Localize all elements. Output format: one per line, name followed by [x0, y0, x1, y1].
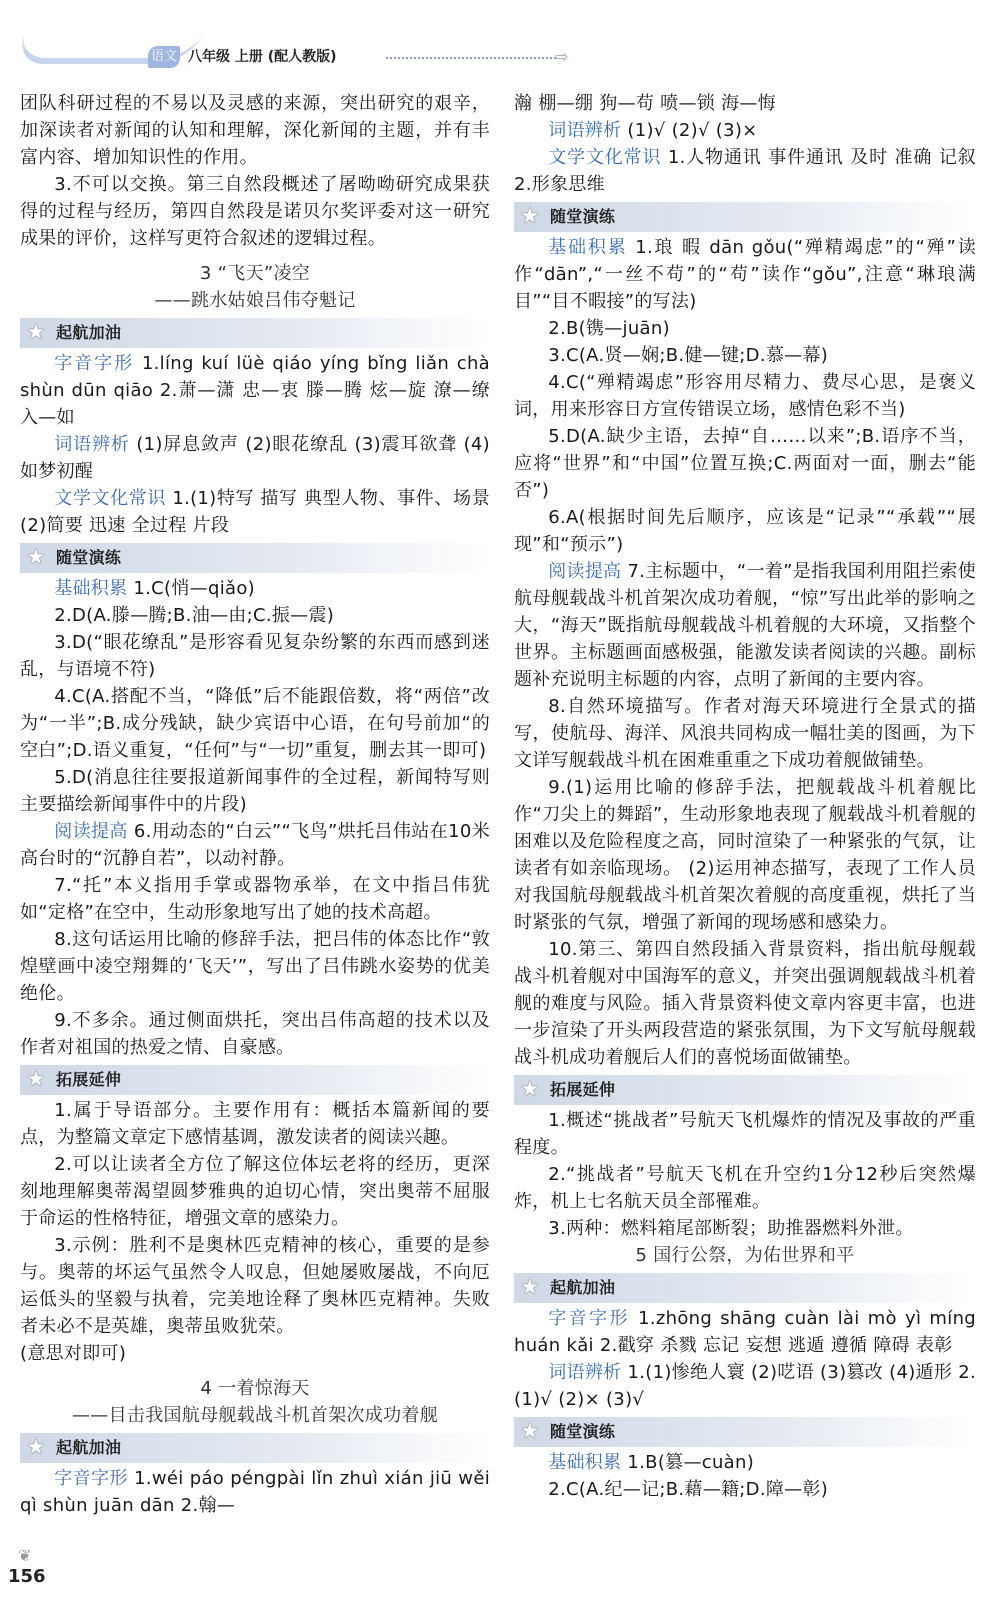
- answer-text: 瀚 棚—绷 狗—苟 喷—锁 海—悔: [514, 93, 776, 114]
- answer-text: 4.C(“殚精竭虑”形容用尽精力、费尽心思，是褒义词，用来形容日方宣传错误立场，感情色彩不当): [514, 372, 976, 420]
- category-label: 字音字形: [54, 353, 135, 374]
- lesson-title: 3 “飞天”凌空: [199, 263, 311, 284]
- answer-content: 1.人物通讯 事件通讯 及时 准确 记叙 2.形象思维: [514, 147, 976, 195]
- answer-text: 2.“挑战者”号航天飞机在升空约1分12秒后突然爆炸，机上七名航天员全部罹难。: [514, 1164, 976, 1212]
- section-header: [20, 1065, 490, 1095]
- answer-text: [514, 117, 976, 144]
- category-label: 词语辨析: [54, 434, 130, 455]
- star-icon: ★: [520, 1077, 541, 1102]
- answer-content: 1.B(篡—cuàn): [621, 1452, 755, 1473]
- answer-content: 1.C(悄—qiǎo): [127, 578, 255, 599]
- section-header: [514, 1417, 976, 1447]
- star-icon: ★: [26, 1067, 47, 1092]
- answer-content: 1.(1)特写 描写 典型人物、事件、场景 (2)简要 迅速 全过程 片段: [20, 488, 490, 536]
- section-label: 起航加油: [56, 323, 122, 342]
- answer-text: [20, 431, 490, 485]
- header-dotted-line: [386, 57, 556, 59]
- answer-text: 5.D(A.缺少主语，去掉“自……以来”;B.语序不当，应将“世界”和“中国”位置互换;C.两面对一面，删去“能否”): [514, 426, 976, 501]
- answer-text: 3.两种：燃料箱尾部断裂；助推器燃料外泄。: [548, 1218, 914, 1239]
- lesson-subtitle: ——目击我国航母舰载战斗机首架次成功着舰: [72, 1405, 438, 1426]
- category-label: 词语辨析: [548, 1362, 622, 1383]
- star-icon: ★: [520, 1419, 541, 1444]
- answer-content: 7.主标题中，“一着”是指我国利用阻拦索使航母舰载战斗机首架次成功着舰，“惊”写出此举的影响之大，“海天”既指航母舰载战斗机着舰的大环境，又指整个世界。主标题画面感极强，能激发读者阅读的兴趣。副标题补充说明主标题的内容，点明了新闻的主要内容。: [514, 561, 976, 690]
- answer-text: [514, 1305, 976, 1359]
- answer-content: 1.琅 暇 dān gǒu(“殚精竭虑”的“殚”读作“dān”,“一丝不苟”的“苟”读作“gǒu”,注意“琳琅满目”“目不暇接”的写法): [514, 237, 976, 312]
- category-label: 阅读提高: [548, 561, 622, 582]
- answer-text: [20, 818, 490, 872]
- answer-text: [20, 575, 490, 602]
- answer-text: 9.(1)运用比喻的修辞手法，把舰载战斗机着舰比作“刀尖上的舞蹈”，生动形象地表现了舰载战斗机着舰的困难以及危险程度之高，同时渲染了一种紧张的气氛，让读者有如亲临现场。 (2)运用神态描写，表现了工作人员对我国航母舰载战斗机首架次着舰的高度重视，烘托了当时紧张的气氛，增强了新闻的现场感和感染力。: [514, 777, 976, 933]
- answer-text: [20, 350, 490, 431]
- answer-text: 5.D(消息往往要报道新闻事件的全过程，新闻特写则主要描绘新闻事件中的片段): [20, 767, 490, 815]
- answer-text: 2.B(镌—juān): [548, 318, 670, 339]
- section-label: 随堂演练: [550, 1422, 616, 1441]
- star-icon: ★: [26, 545, 47, 570]
- category-label: 基础积累: [54, 578, 128, 599]
- category-label: 文学文化常识: [548, 147, 662, 168]
- section-label: 起航加油: [56, 1438, 122, 1457]
- category-label: 词语辨析: [548, 120, 622, 141]
- answer-text: 8.这句话运用比喻的修辞手法，把吕伟的体态比作“敦煌壁画中凌空翔舞的‘飞天’”，写出了吕伟跳水姿势的优美绝伦。: [20, 929, 490, 1004]
- answer-text: 1.属于导语部分。主要作用有：概括本篇新闻的要点，为整篇文章定下感情基调，激发读者的阅读兴趣。: [20, 1100, 490, 1148]
- answer-text: 2.C(A.纪—记;B.藉—籍;D.障—彰): [548, 1479, 829, 1500]
- answer-text: 团队科研过程的不易以及灵感的来源，突出研究的艰辛，加深读者对新闻的认知和理解，深化新闻的主题，并有丰富内容、增加知识性的作用。: [20, 93, 490, 168]
- answer-text: [514, 1449, 976, 1476]
- answer-text: 1.概述“挑战者”号航天飞机爆炸的情况及事故的严重程度。: [514, 1110, 976, 1158]
- lesson-title: 5 国行公祭，为佑世界和平: [635, 1245, 855, 1266]
- category-label: 字音字形: [548, 1308, 630, 1329]
- answer-content: (1)屏息敛声 (2)眼花缭乱 (3)震耳欲聋 (4)如梦初醒: [20, 434, 491, 482]
- answer-text: 4.C(A.搭配不当，“降低”后不能跟倍数，将“两倍”改为“一半”;B.成分残缺，缺少宾语中心语，在句号前加“的空白”;D.语义重复，“任何”与“一切”重复，删去其一即可): [20, 686, 490, 761]
- section-label: 拓展延伸: [550, 1080, 616, 1099]
- answer-text: 3.示例：胜利不是奥林匹克精神的核心，重要的是参与。奥蒂的坏运气虽然令人叹息，但她屡败屡战，不向厄运低头的坚毅与执着，完美地诠释了奥林匹克精神。失败者未必不是英雄，奥蒂虽败犹荣。: [20, 1235, 490, 1337]
- page-header: [0, 0, 996, 70]
- answer-text: [514, 144, 976, 198]
- star-icon: ★: [26, 1435, 47, 1460]
- star-icon: ★: [26, 320, 47, 345]
- answer-text: [20, 485, 490, 539]
- left-column: [20, 90, 490, 1519]
- answer-text: [514, 1359, 976, 1413]
- answer-text: 7.“托”本义指用手掌或器物承举，在文中指吕伟犹如“定格”在空中，生动形象地写出了她的技术高超。: [20, 875, 490, 923]
- answer-text: 3.C(A.贤—娴;B.健—键;D.慕—幕): [548, 345, 829, 366]
- page-number: 156: [8, 1566, 46, 1587]
- answer-text: 8.自然环境描写。作者对海天环境进行全景式的描写，使航母、海洋、风浪共同构成一幅壮美的图画，为下文详写舰载战斗机在困难重重之下成功着舰做铺垫。: [514, 696, 976, 771]
- answer-content: 1.wéi páo péngpài lǐn zhuì xián jiū wěi qì shùn juān dān 2.翰—: [20, 1468, 490, 1516]
- section-label: 随堂演练: [550, 207, 616, 226]
- answer-text: [514, 234, 976, 315]
- section-label: 拓展延伸: [56, 1070, 122, 1089]
- right-column: [514, 90, 976, 1503]
- answer-content: 1.zhōng shāng cuàn lài mò yì míng huán kǎi 2.戳穿 杀戮 忘记 妄想 逃遁 遵循 障碍 表彰: [514, 1308, 977, 1356]
- arrow-right-icon: ⇨: [555, 47, 569, 66]
- answer-text: 6.A(根据时间先后顺序，应该是“记录”“承载”“展现”和“预示”): [514, 507, 976, 555]
- section-label: 随堂演练: [56, 548, 122, 567]
- subject-badge: 语文: [148, 46, 180, 68]
- category-label: 基础积累: [548, 1452, 622, 1473]
- grade-label: 八年级 上册 (配人教版): [188, 49, 337, 65]
- star-icon: ★: [520, 1275, 541, 1300]
- section-header: [20, 318, 490, 348]
- answer-text: 2.可以让读者全方位了解这位体坛老将的经历，更深刻地理解奥蒂渴望圆梦雅典的迫切心情，突出奥蒂不屈服于命运的性格特征，增强文章的感染力。: [20, 1154, 490, 1229]
- section-header: [514, 1075, 976, 1105]
- answer-text: 10.第三、第四自然段插入背景资料，指出航母舰载战斗机着舰对中国海军的意义，并突出强调舰载战斗机着舰的难度与风险。插入背景资料使文章内容更丰富，也进一步渲染了开头两段营造的紧张氛围，为下文写航母舰载战斗机成功着舰后人们的喜悦场面做铺垫。: [514, 939, 976, 1068]
- category-label: 文学文化常识: [54, 488, 166, 509]
- lesson-title: 4 一着惊海天: [200, 1378, 310, 1399]
- answer-text: 9.不多余。通过侧面烘托，突出吕伟高超的技术以及作者对祖国的热爱之情、自豪感。: [20, 1010, 490, 1058]
- category-label: 基础积累: [548, 237, 628, 258]
- answer-text: 3.不可以交换。第三自然段概述了屠呦呦研究成果获得的过程与经历，第四自然段是诺贝尔奖评委对这一研究成果的评价，这样写更符合叙述的逻辑过程。: [20, 174, 490, 249]
- answer-text: 3.D(“眼花缭乱”是形容看见复杂纷繁的东西而感到迷乱，与语境不符): [20, 632, 490, 680]
- star-icon: ★: [520, 204, 541, 229]
- section-label: 起航加油: [550, 1278, 616, 1297]
- answer-content: 1.(1)惨绝人寰 (2)呓语 (3)篡改 (4)遁形 2.(1)√ (2)× (3)√: [514, 1362, 976, 1410]
- category-label: 阅读提高: [54, 821, 128, 842]
- section-header: [514, 1273, 976, 1303]
- answer-content: 1.líng kuí lüè qiáo yíng bǐng liǎn chà shùn dūn qiāo 2.萧—潇 忠—衷 滕—腾 炫—旋 潦—缭 入—如: [20, 353, 490, 428]
- answer-note: (意思对即可): [20, 1343, 127, 1364]
- answer-text: [20, 1465, 490, 1519]
- answer-text: 2.D(A.滕—腾;B.油—由;C.振—震): [54, 605, 335, 626]
- section-header: [20, 543, 490, 573]
- answer-content: (1)√ (2)√ (3)×: [621, 120, 758, 141]
- answer-content: 6.用动态的“白云”“飞鸟”烘托吕伟站在10米高台时的“沉静自若”，以动衬静。: [20, 821, 490, 869]
- answer-text: [514, 558, 976, 693]
- category-label: 字音字形: [54, 1468, 128, 1489]
- section-header: [20, 1433, 490, 1463]
- section-header: [514, 202, 976, 232]
- lesson-subtitle: ——跳水姑娘吕伟夺魁记: [154, 290, 356, 311]
- leaf-icon: ❦: [18, 1546, 32, 1565]
